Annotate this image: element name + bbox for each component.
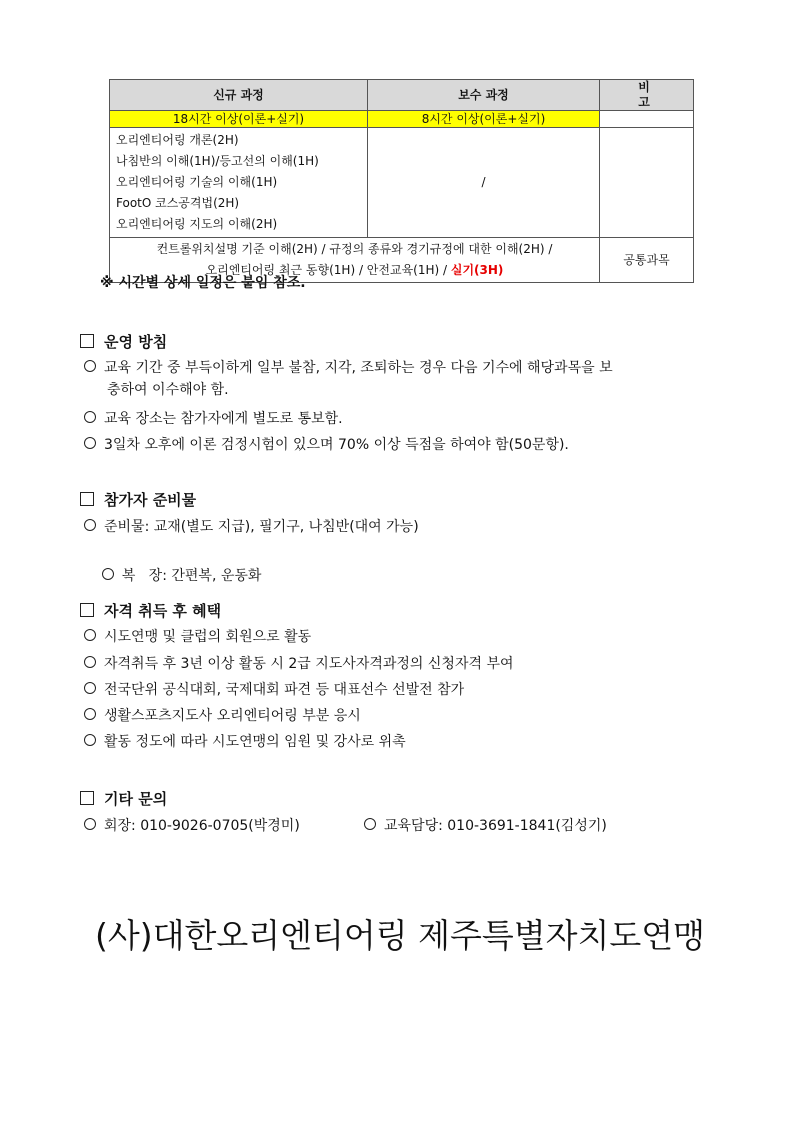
section-title-text: 운영 방침	[104, 333, 168, 351]
list-item	[84, 434, 569, 456]
renew-course-subjects: /	[368, 128, 600, 238]
list-item-continuation: 충하여 이수해야 함.	[107, 382, 229, 398]
list-item-text: 전국단위 공식대회, 국제대회 파견 등 대표선수 선발전 참가	[104, 682, 465, 698]
circle-bullet-icon	[84, 360, 96, 372]
new-course-subjects	[110, 128, 368, 238]
list-item	[84, 731, 406, 753]
contact-education-text: 교육담당: 010-3691-1841(김성기)	[384, 818, 607, 834]
contact-president	[84, 815, 300, 837]
list-item-text: 활동 정도에 따라 시도연맹의 임원 및 강사로 위촉	[104, 734, 406, 750]
checkbox-square-icon	[80, 492, 94, 506]
course-table	[109, 79, 694, 283]
checkbox-square-icon	[80, 334, 94, 348]
subject-item: 나침반의 이해(1H)/등고선의 이해(1H)	[116, 154, 319, 168]
header-remarks: 비 고	[600, 80, 694, 111]
contact-education	[364, 815, 607, 837]
circle-bullet-icon	[84, 708, 96, 720]
table-header-row	[110, 80, 694, 111]
common-subjects-text: 오리엔티어링 최근 동향(1H) / 안전교육(1H) /	[205, 263, 451, 277]
subject-item: 오리엔티어링 개론(2H)	[116, 133, 239, 147]
list-item	[84, 679, 464, 701]
circle-bullet-icon	[84, 437, 96, 449]
list-item	[84, 357, 724, 401]
section-title-text: 자격 취득 후 혜택	[104, 602, 222, 620]
section-title-operation	[80, 331, 167, 352]
circle-bullet-icon	[364, 818, 376, 830]
new-course-hours: 18시간 이상(이론+실기)	[110, 111, 368, 128]
list-item-text: 교육 기간 중 부득이하게 일부 불참, 지각, 조퇴하는 경우 다음 기수에 해당과목을 보	[104, 360, 613, 376]
subjects-row	[110, 128, 694, 238]
list-item-text: 생활스포츠지도사 오리엔티어링 부분 응시	[104, 708, 361, 724]
organization-name: (사)대한오리엔티어링 제주특별자치도연맹	[94, 916, 706, 955]
list-item	[84, 705, 361, 727]
circle-bullet-icon	[84, 682, 96, 694]
common-subjects-line1: 컨트롤위치설명 기준 이해(2H) / 규정의 종류와 경기규정에 대한 이해(2H) /	[156, 242, 553, 256]
checkbox-square-icon	[80, 603, 94, 617]
list-item-text: 자격취득 후 3년 이상 활동 시 2급 지도사자격과정의 신청자격 부여	[104, 656, 514, 672]
list-item	[84, 653, 514, 675]
circle-bullet-icon	[84, 519, 96, 531]
practice-hours-highlight: 실기(3H)	[450, 263, 504, 277]
circle-bullet-icon	[84, 818, 96, 830]
section-title-text: 기타 문의	[104, 790, 168, 808]
list-item-text: 시도연맹 및 클럽의 회원으로 활동	[104, 629, 312, 645]
subject-item: 오리엔티어링 기술의 이해(1H)	[116, 175, 278, 189]
subjects-remarks-cell	[600, 128, 694, 238]
header-renew-course: 보수 과정	[368, 80, 600, 111]
circle-bullet-icon	[84, 734, 96, 746]
section-title-benefits	[80, 600, 221, 621]
list-item	[84, 408, 343, 430]
hours-remarks-cell	[600, 111, 694, 128]
section-title-contact	[80, 788, 167, 809]
checkbox-square-icon	[80, 791, 94, 805]
renew-course-hours: 8시간 이상(이론+실기)	[368, 111, 600, 128]
list-item	[84, 626, 311, 648]
schedule-note: ※ 시간별 상세 일정은 붙임 참조.	[100, 275, 306, 291]
circle-bullet-icon	[84, 656, 96, 668]
circle-bullet-icon	[84, 629, 96, 641]
hours-row	[110, 111, 694, 128]
list-item	[84, 516, 419, 538]
section-title-text: 참가자 준비물	[104, 491, 197, 509]
list-item-text: 준비물: 교재(별도 지급), 필기구, 나침반(대여 가능)	[104, 519, 419, 535]
subject-item: 오리엔티어링 지도의 이해(2H)	[116, 217, 278, 231]
subject-item: FootO 코스공격법(2H)	[116, 196, 240, 210]
common-remark: 공통과목	[600, 238, 694, 283]
contact-president-text: 회장: 010-9026-0705(박경미)	[104, 818, 300, 834]
section-title-prep	[80, 489, 196, 510]
list-item-text: 교육 장소는 참가자에게 별도로 통보함.	[104, 411, 343, 427]
list-item-text: 복 장: 간편복, 운동화	[121, 568, 262, 584]
circle-bullet-icon	[84, 411, 96, 423]
header-new-course: 신규 과정	[110, 80, 368, 111]
list-item-text: 3일차 오후에 이론 검정시험이 있으며 70% 이상 득점을 하여야 함(50문항).	[104, 437, 569, 453]
circle-bullet-icon	[102, 568, 114, 580]
